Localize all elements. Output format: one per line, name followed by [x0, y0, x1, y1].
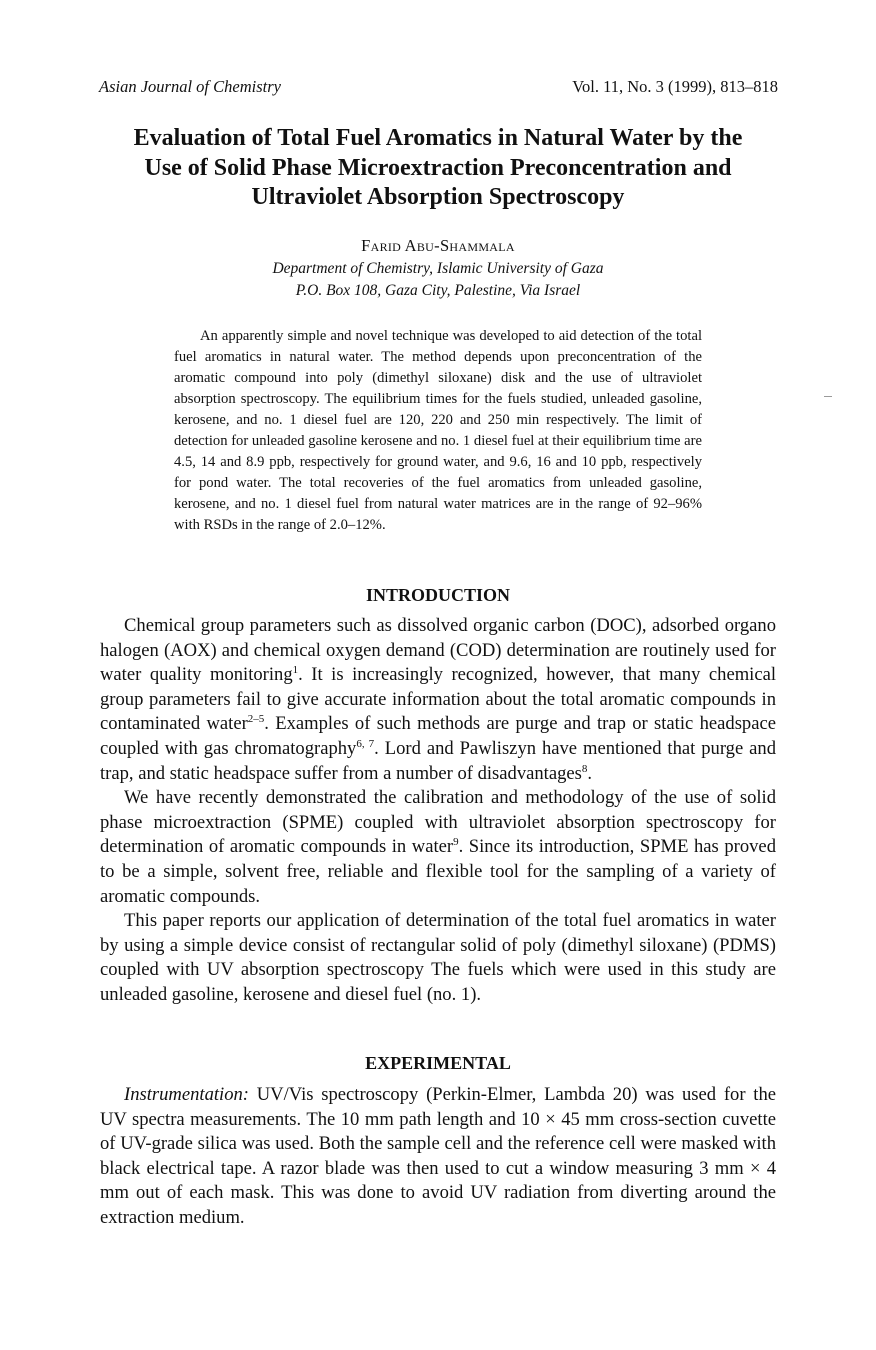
paragraph [100, 614, 776, 786]
text-run: . Examples of such methods are purge and trap or static headspace coupled with gas chromatography [100, 713, 776, 759]
citation: 9 [453, 836, 459, 849]
affiliation-line: Department of Chemistry, Islamic University of Gaza [272, 260, 604, 277]
citation: 6, 7 [356, 737, 375, 750]
address-line: P.O. Box 108, Gaza City, Palestine, Via Israel [295, 282, 581, 299]
run-in-heading: Instrumentation: [124, 1084, 249, 1105]
citation: 1 [292, 664, 299, 677]
introduction-body [100, 614, 776, 1008]
paragraph [100, 786, 776, 909]
text-run: . [587, 762, 593, 784]
citation: 2–5 [247, 713, 265, 726]
introduction-heading: INTRODUCTION [365, 585, 511, 605]
paragraph: This paper reports our application of determination of the total fuel aromatics in water by using a simple device consist of rectangular solid of poly (dimethyl siloxane) (PDMS) coupled with UV absorption spectroscopy The fuels which were used in this study are unleaded gasoline, kerosene and diesel fuel (no. 1). [100, 910, 776, 1005]
text-run: UV/Vis spectroscopy (Perkin-Elmer, Lambda 20) was used for the UV spectra measurements. The 10 mm path length and 10 × 45 mm cross-section cuvette of UV-grade silica was used. Both the sample cell and the reference cell were masked with black electrical tape. A razor blade was then used to cut a window measuring 3 mm × 4 mm out of each mask. This was done to avoid UV radiation from diverting around the extraction medium. [100, 1084, 776, 1228]
article-title [60, 124, 816, 213]
text-run: We have recently demonstrated the calibration and methodology of the use of solid phase microextraction (SPME) coupled with ultraviolet absorption spectroscopy for determination of aromatic compounds in water [100, 787, 776, 858]
abstract: An apparently simple and novel technique was developed to aid detection of the total fuel aromatics in natural water. The method depends upon preconcentration of the aromatic compound into poly (dimethyl siloxane) disk and the use of ultraviolet absorption spectroscopy. The equilibrium times for the fuels studied, unleaded gasoline, kerosene, and no. 1 diesel fuel are 120, 220 and 250 min respectively. The limit of detection for unleaded gasoline kerosene and no. 1 diesel fuel at their equilibrium time are 4.5, 14 and 8.9 ppb, respectively for ground water, and 9.6, 16 and 10 ppb, respectively for pond water. The total recoveries of the fuel aromatics from unleaded gasoline, kerosene, and no. 1 diesel fuel from natural water matrices are in the range of 92–96% with RSDs in the range of 2.0–12%. [174, 328, 702, 533]
experimental-body [100, 1083, 776, 1231]
experimental-heading: EXPERIMENTAL [365, 1053, 511, 1073]
citation: 8 [581, 762, 588, 775]
author-name: Farid Abu-Shammala [361, 236, 515, 255]
title-line: Ultraviolet Absorption Spectroscopy [251, 184, 625, 210]
margin-mark [824, 396, 832, 397]
title-line: Evaluation of Total Fuel Aromatics in Natural Water by the [133, 125, 743, 151]
text-run: . Since its introduction, SPME has proved to be a simple, solvent free, reliable and flexible tool for the sampling of a variety of aromatic compounds. [100, 836, 776, 907]
journal-name: Asian Journal of Chemistry [99, 77, 281, 96]
paragraph [100, 1083, 776, 1231]
title-line: Use of Solid Phase Microextraction Preconcentration and [144, 154, 732, 181]
text-run: Chemical group parameters such as dissolved organic carbon (DOC), adsorbed organo halogen (AOX) and chemical oxygen demand (COD) determination are routinely used for water quality monitoring [100, 615, 776, 686]
volume-info: Vol. 11, No. 3 (1999), 813–818 [572, 77, 778, 96]
text-run: . It is increasingly recognized, however, that many chemical group parameters fail to give accurate information about the total aromatic compounds in contaminated water [100, 664, 776, 735]
text-run: . Lord and Pawliszyn have mentioned that purge and trap, and static headspace suffer from a number of disadvantages [100, 737, 777, 784]
